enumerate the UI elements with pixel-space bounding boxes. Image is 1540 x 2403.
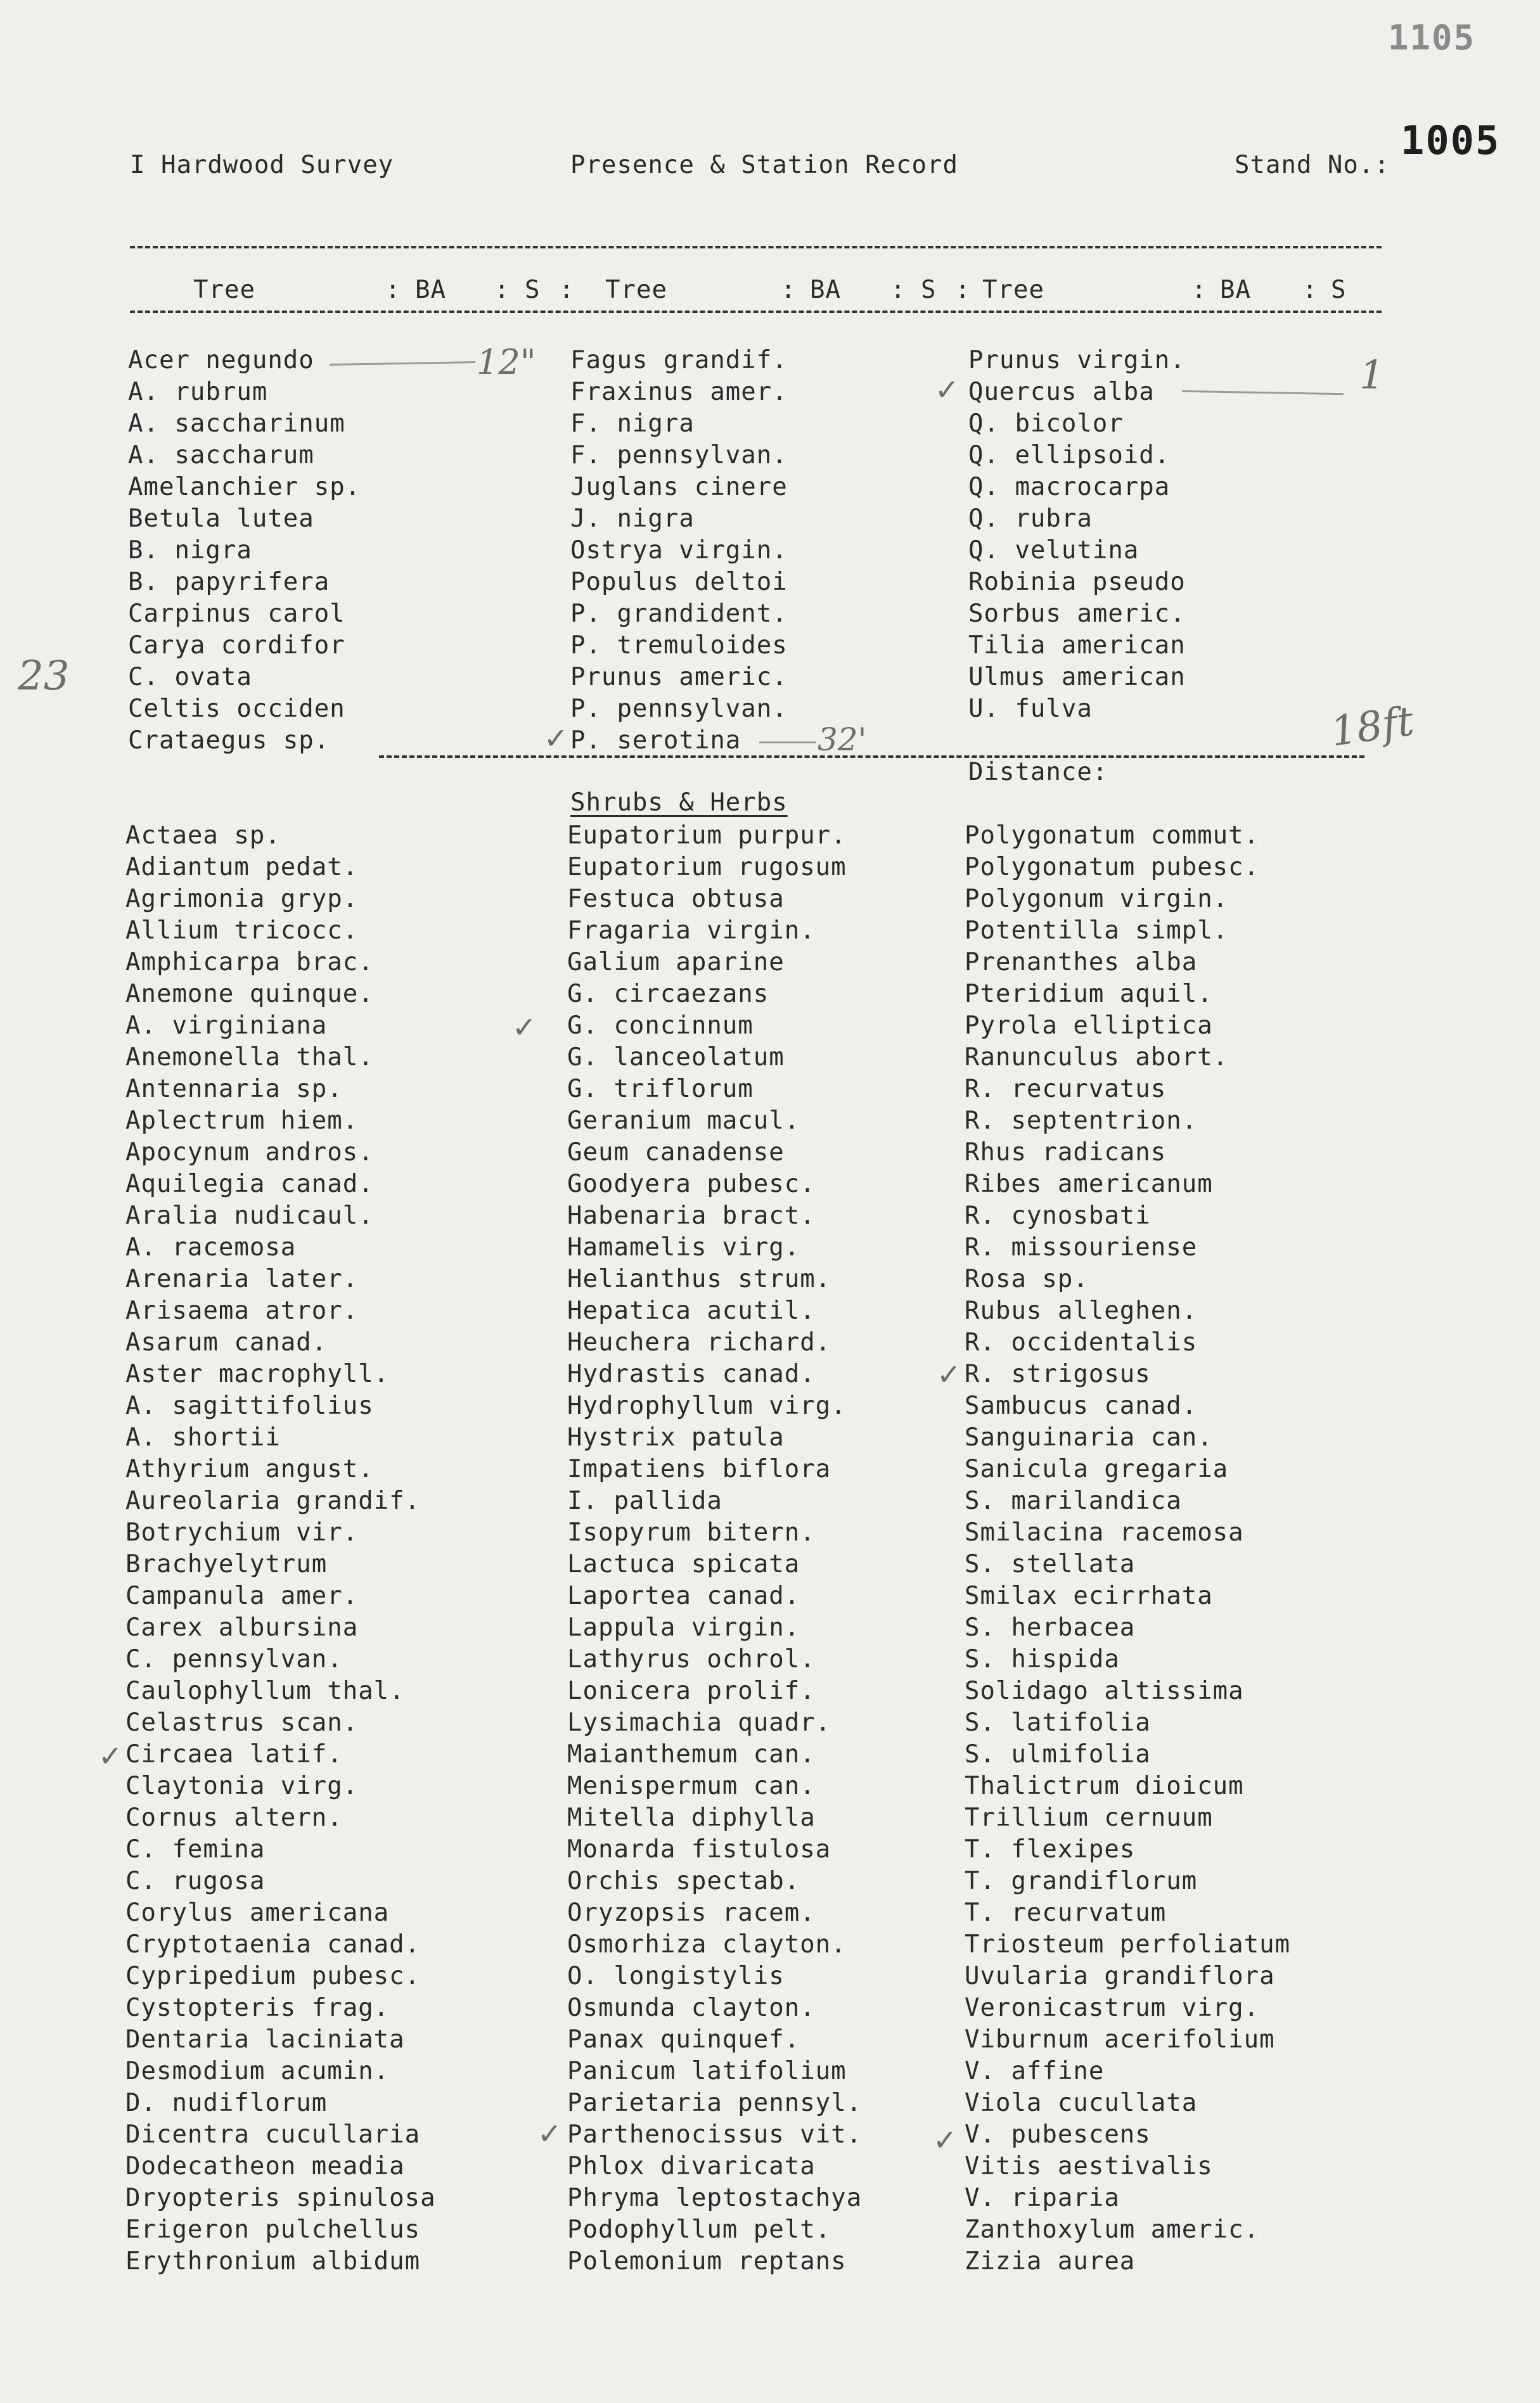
herb-species-item: Anemonella thal. — [125, 1043, 374, 1072]
tree-species-item: Amelanchier sp. — [128, 473, 361, 501]
herb-species-item: T. flexipes — [965, 1835, 1136, 1864]
tree-species-item: Prunus americ. — [570, 663, 788, 691]
herb-species-item: Veronicastrum virg. — [965, 1994, 1260, 2022]
col-header-colon: : — [385, 276, 401, 304]
herb-species-item: Aureolaria grandif. — [125, 1487, 421, 1515]
herb-species-item: Ranunculus abort. — [965, 1043, 1229, 1072]
herb-species-item: Viola cucullata — [965, 2089, 1198, 2117]
herb-species-item: R. strigosus — [965, 1360, 1151, 1388]
tree-species-item: Q. macrocarpa — [968, 473, 1171, 501]
tree-species-item: Fraxinus amer. — [570, 378, 788, 406]
herb-species-item: Orchis spectab. — [567, 1867, 800, 1895]
herb-species-item: Potentilla simpl. — [965, 916, 1229, 945]
tree-species-item: A. saccharinum — [128, 409, 345, 438]
herb-species-item: Phryma leptostachya — [567, 2184, 863, 2212]
herb-species-item: Habenaria bract. — [567, 1202, 816, 1230]
herb-species-item: Pteridium aquil. — [965, 980, 1213, 1008]
herb-species-item: Lonicera prolif. — [567, 1677, 816, 1705]
herb-species-item: Rosa sp. — [965, 1265, 1089, 1293]
herb-species-item: R. occidentalis — [965, 1328, 1198, 1357]
herb-species-item: T. recurvatum — [965, 1899, 1167, 1927]
herb-species-item: O. longistylis — [567, 1962, 785, 1990]
herb-species-item: Podophyllum pelt. — [567, 2215, 831, 2244]
check-mark-serotina: ✓ — [544, 721, 568, 755]
herb-species-item: Parietaria pennsyl. — [567, 2089, 863, 2117]
herb-species-item: S. latifolia — [965, 1708, 1151, 1737]
herb-species-item: G. circaezans — [567, 980, 769, 1008]
tree-species-item: C. ovata — [128, 663, 252, 691]
tree-species-item: F. nigra — [570, 409, 695, 438]
herb-species-item: S. hispida — [965, 1645, 1120, 1674]
herb-species-item: Geum canadense — [567, 1138, 785, 1167]
herb-species-item: Dentaria laciniata — [125, 2025, 405, 2054]
herb-species-item: Goodyera pubesc. — [567, 1170, 816, 1198]
tree-species-item: B. papyrifera — [128, 568, 330, 596]
herb-species-item: A. shortii — [125, 1423, 281, 1452]
pencil-stroke-serotina — [759, 741, 816, 743]
tree-species-item: Celtis occiden — [128, 695, 345, 723]
header-rule-top — [130, 246, 1382, 248]
tree-species-item: Ostrya virgin. — [570, 536, 788, 565]
herb-species-item: Carex albursina — [125, 1613, 359, 1642]
herb-species-item: Hydrastis canad. — [567, 1360, 816, 1388]
herb-species-item: Fragaria virgin. — [567, 916, 816, 945]
herb-species-item: Rubus alleghen. — [965, 1297, 1198, 1325]
herb-species-item: Polygonatum commut. — [965, 821, 1260, 850]
herb-species-item: Prenanthes alba — [965, 948, 1198, 977]
stamp-stand-number: 1005 — [1401, 117, 1501, 163]
col-header-colon: : — [1302, 276, 1318, 304]
herb-species-item: Polygonatum pubesc. — [965, 853, 1260, 881]
tree-species-item: Ulmus american — [968, 663, 1186, 691]
check-mark-strigosus: ✓ — [937, 1357, 961, 1392]
herb-species-item: Caulophyllum thal. — [125, 1677, 405, 1705]
col-header-colon: : — [559, 276, 575, 304]
herb-species-item: Viburnum acerifolium — [965, 2025, 1275, 2054]
herb-species-item: Cornus altern. — [125, 1804, 343, 1832]
herb-species-item: Lysimachia quadr. — [567, 1708, 831, 1737]
herb-species-item: Geranium macul. — [567, 1106, 800, 1135]
col-header-s-3: S — [1331, 276, 1347, 304]
herb-species-item: A. racemosa — [125, 1233, 297, 1262]
herb-species-item: Cryptotaenia canad. — [125, 1930, 421, 1959]
tree-species-item: Tilia american — [968, 631, 1186, 660]
herb-species-item: Eupatorium purpur. — [567, 821, 847, 850]
tree-species-item: U. fulva — [968, 695, 1093, 723]
herb-species-item: Rhus radicans — [965, 1138, 1167, 1167]
trees-section-rule — [379, 755, 1364, 758]
tree-species-item: P. grandident. — [570, 599, 788, 628]
herb-species-item: Mitella diphylla — [567, 1804, 816, 1832]
tree-species-item: Fagus grandif. — [570, 346, 788, 375]
herb-species-item: A. sagittifolius — [125, 1392, 374, 1420]
col-header-colon: : — [890, 276, 906, 304]
herb-species-item: Sanicula gregaria — [965, 1455, 1229, 1483]
herb-species-item: Apocynum andros. — [125, 1138, 374, 1167]
tree-species-item: J. nigra — [570, 504, 695, 533]
herb-species-item: Desmodium acumin. — [125, 2057, 390, 2086]
herb-species-item: C. pennsylvan. — [125, 1645, 343, 1674]
herb-species-item: I. pallida — [567, 1487, 722, 1515]
herb-species-item: Agrimonia gryp. — [125, 885, 359, 913]
check-mark-circaea: ✓ — [98, 1739, 123, 1773]
herb-species-item: C. femina — [125, 1835, 266, 1864]
herb-species-item: Aster macrophyll. — [125, 1360, 390, 1388]
tree-species-item: P. tremuloides — [570, 631, 788, 660]
herb-species-item: Corylus americana — [125, 1899, 390, 1927]
herb-species-item: Aquilegia canad. — [125, 1170, 374, 1198]
herb-species-item: Parthenocissus vit. — [567, 2120, 863, 2149]
herb-species-item: Cystopteris frag. — [125, 1994, 390, 2022]
tree-species-item: F. pennsylvan. — [570, 441, 788, 470]
herb-species-item: G. lanceolatum — [567, 1043, 785, 1072]
col-header-s-1: S — [525, 276, 541, 304]
herb-species-item: Menispermum can. — [567, 1772, 816, 1800]
herb-species-item: Amphicarpa brac. — [125, 948, 374, 977]
herb-species-item: Athyrium angust. — [125, 1455, 374, 1483]
check-mark-concinnum: ✓ — [512, 1010, 537, 1044]
herb-species-item: Dicentra cucullaria — [125, 2120, 421, 2149]
col-header-colon: : — [1191, 276, 1207, 304]
handwritten-distance: 18ft — [1328, 698, 1417, 756]
herb-species-item: Solidago altissima — [965, 1677, 1244, 1705]
herb-species-item: Thalictrum dioicum — [965, 1772, 1244, 1800]
herb-species-item: Brachyelytrum — [125, 1550, 328, 1579]
herb-species-item: Vitis aestivalis — [965, 2152, 1213, 2181]
herb-species-item: Panax quinquef. — [567, 2025, 800, 2054]
tree-species-item: A. rubrum — [128, 378, 268, 406]
herb-species-item: Hystrix patula — [567, 1423, 785, 1452]
tree-species-item: Q. velutina — [968, 536, 1139, 565]
tree-species-item: Acer negundo — [128, 346, 314, 375]
herb-species-item: R. cynosbati — [965, 1202, 1151, 1230]
herb-species-item: Panicum latifolium — [567, 2057, 847, 2086]
tree-species-item: Carya cordifor — [128, 631, 345, 660]
herb-species-item: Pyrola elliptica — [965, 1011, 1213, 1040]
herb-species-item: Hamamelis virg. — [567, 1233, 800, 1262]
herb-species-item: Botrychium vir. — [125, 1518, 359, 1547]
herb-species-item: R. missouriense — [965, 1233, 1198, 1262]
herb-species-item: R. recurvatus — [965, 1075, 1167, 1103]
herb-species-item: Zizia aurea — [965, 2247, 1136, 2276]
herb-species-item: Helianthus strum. — [567, 1265, 831, 1293]
herb-species-item: Sambucus canad. — [965, 1392, 1198, 1420]
handwritten-quercus-ba: 1 — [1359, 352, 1385, 398]
herb-species-item: Isopyrum bitern. — [567, 1518, 816, 1547]
herb-species-item: Celastrus scan. — [125, 1708, 359, 1737]
herb-species-item: Lathyrus ochrol. — [567, 1645, 816, 1674]
herb-species-item: Smilacina racemosa — [965, 1518, 1244, 1547]
tree-species-item: P. serotina — [570, 726, 741, 755]
herb-species-item: Osmunda clayton. — [567, 1994, 816, 2022]
handwritten-serotina-ba: 32' — [818, 721, 867, 758]
col-header-ba-1: BA — [415, 276, 446, 304]
tree-list-col1 — [128, 345, 361, 757]
herb-list-col1 — [125, 820, 436, 2278]
herb-species-item: C. rugosa — [125, 1867, 266, 1895]
tree-species-item: Populus deltoi — [570, 568, 788, 596]
herb-species-item: Phlox divaricata — [567, 2152, 816, 2181]
herb-species-item: Dodecatheon meadia — [125, 2152, 405, 2181]
tree-species-item: Q. ellipsoid. — [968, 441, 1171, 470]
herb-species-item: Lactuca spicata — [567, 1550, 800, 1579]
herb-species-item: Circaea latif. — [125, 1740, 343, 1769]
handwritten-acer-ba: 12" — [477, 342, 536, 382]
tree-species-item: Crataegus sp. — [128, 726, 330, 755]
herb-species-item: Trillium cernuum — [965, 1804, 1213, 1832]
check-mark-pubescens: ✓ — [933, 2123, 958, 2157]
herb-species-item: Monarda fistulosa — [567, 1835, 831, 1864]
tree-species-item: Robinia pseudo — [968, 568, 1186, 596]
survey-title: I Hardwood Survey — [130, 151, 394, 179]
herb-species-item: Claytonia virg. — [125, 1772, 359, 1800]
tree-species-item: A. saccharum — [128, 441, 314, 470]
herb-species-item: Lappula virgin. — [567, 1613, 800, 1642]
herb-species-item: Ribes americanum — [965, 1170, 1213, 1198]
herb-species-item: R. septentrion. — [965, 1106, 1198, 1135]
tree-list-col2 — [570, 345, 788, 757]
herb-species-item: Uvularia grandiflora — [965, 1962, 1275, 1990]
herb-species-item: S. herbacea — [965, 1613, 1136, 1642]
herb-species-item: Asarum canad. — [125, 1328, 328, 1357]
record-title: Presence & Station Record — [570, 151, 958, 179]
herb-list-col2 — [567, 820, 862, 2278]
herb-species-item: Polygonum virgin. — [965, 885, 1229, 913]
herb-species-item: V. riparia — [965, 2184, 1120, 2212]
herb-species-item: Triosteum perfoliatum — [965, 1930, 1291, 1959]
tree-species-item: B. nigra — [128, 536, 252, 565]
col-header-colon: : — [494, 276, 510, 304]
herb-species-item: Erigeron pulchellus — [125, 2215, 421, 2244]
herb-species-item: Erythronium albidum — [125, 2247, 421, 2276]
herb-species-item: Actaea sp. — [125, 821, 281, 850]
herb-list-col3 — [965, 820, 1290, 2278]
col-header-s-2: S — [921, 276, 937, 304]
tree-species-item: Betula lutea — [128, 504, 314, 533]
herb-species-item: Cypripedium pubesc. — [125, 1962, 421, 1990]
herb-species-item: Hepatica acutil. — [567, 1297, 816, 1325]
herb-species-item: Allium tricocc. — [125, 916, 359, 945]
check-mark-parthenocissus: ✓ — [537, 2117, 562, 2151]
herb-species-item: Campanula amer. — [125, 1582, 359, 1610]
herb-species-item: Dryopteris spinulosa — [125, 2184, 436, 2212]
herb-species-item: Osmorhiza clayton. — [567, 1930, 847, 1959]
tree-species-item: P. pennsylvan. — [570, 695, 788, 723]
herb-species-item: Adiantum pedat. — [125, 853, 359, 881]
herb-species-item: Laportea canad. — [567, 1582, 800, 1610]
herb-species-item: V. pubescens — [965, 2120, 1151, 2149]
tree-species-item: Prunus virgin. — [968, 346, 1186, 375]
herb-species-item: Smilax ecirrhata — [965, 1582, 1213, 1610]
herb-species-item: S. ulmifolia — [965, 1740, 1151, 1769]
herb-species-item: G. concinnum — [567, 1011, 754, 1040]
herb-species-item: Aralia nudicaul. — [125, 1202, 374, 1230]
herb-species-item: Anemone quinque. — [125, 980, 374, 1008]
col-header-colon: : — [781, 276, 797, 304]
herb-species-item: Oryzopsis racem. — [567, 1899, 816, 1927]
herb-species-item: Heuchera richard. — [567, 1328, 831, 1357]
herb-species-item: Eupatorium rugosum — [567, 853, 847, 881]
margin-number: 23 — [18, 653, 70, 700]
tree-species-item: Q. bicolor — [968, 409, 1124, 438]
herb-species-item: Antennaria sp. — [125, 1075, 343, 1103]
tree-species-item: Quercus alba — [968, 378, 1155, 406]
herb-species-item: Aplectrum hiem. — [125, 1106, 359, 1135]
herb-species-item: Arenaria later. — [125, 1265, 359, 1293]
herb-species-item: Galium aparine — [567, 948, 785, 977]
herb-species-item: D. nudiflorum — [125, 2089, 328, 2117]
header-rule-bottom — [130, 311, 1382, 313]
herb-species-item: Maianthemum can. — [567, 1740, 816, 1769]
col-header-ba-2: BA — [810, 276, 841, 304]
stamp-number-top: 1105 — [1388, 18, 1476, 58]
herb-species-item: Hydrophyllum virg. — [567, 1392, 847, 1420]
herb-species-item: Sanguinaria can. — [965, 1423, 1213, 1452]
tree-list-col3 — [968, 345, 1186, 725]
herb-species-item: Impatiens biflora — [567, 1455, 831, 1483]
herb-species-item: Polemonium reptans — [567, 2247, 847, 2276]
herb-species-item: S. stellata — [965, 1550, 1136, 1579]
herb-species-item: Zanthoxylum americ. — [965, 2215, 1260, 2244]
col-header-ba-3: BA — [1220, 276, 1251, 304]
check-mark-quercus: ✓ — [935, 373, 959, 407]
shrubs-herbs-heading: Shrubs & Herbs — [570, 788, 788, 817]
tree-species-item: Carpinus carol — [128, 599, 345, 628]
col-header-colon: : — [955, 276, 971, 304]
herb-species-item: V. affine — [965, 2057, 1105, 2086]
herb-species-item: T. grandiflorum — [965, 1867, 1198, 1895]
col-header-tree-1: Tree — [193, 276, 255, 304]
col-header-tree-2: Tree — [605, 276, 667, 304]
distance-label: Distance: — [968, 758, 1108, 786]
tree-species-item: Juglans cinere — [570, 473, 788, 501]
tree-species-item: Sorbus americ. — [968, 599, 1186, 628]
herb-species-item: A. virginiana — [125, 1011, 328, 1040]
pencil-stroke-quercus — [1182, 390, 1344, 395]
stand-number-label: Stand No.: — [1235, 151, 1390, 179]
tree-species-item: Q. rubra — [968, 504, 1093, 533]
col-header-tree-3: Tree — [982, 276, 1044, 304]
herb-species-item: Festuca obtusa — [567, 885, 785, 913]
herb-species-item: G. triflorum — [567, 1075, 754, 1103]
herb-species-item: Arisaema atror. — [125, 1297, 359, 1325]
herb-species-item: S. marilandica — [965, 1487, 1182, 1515]
